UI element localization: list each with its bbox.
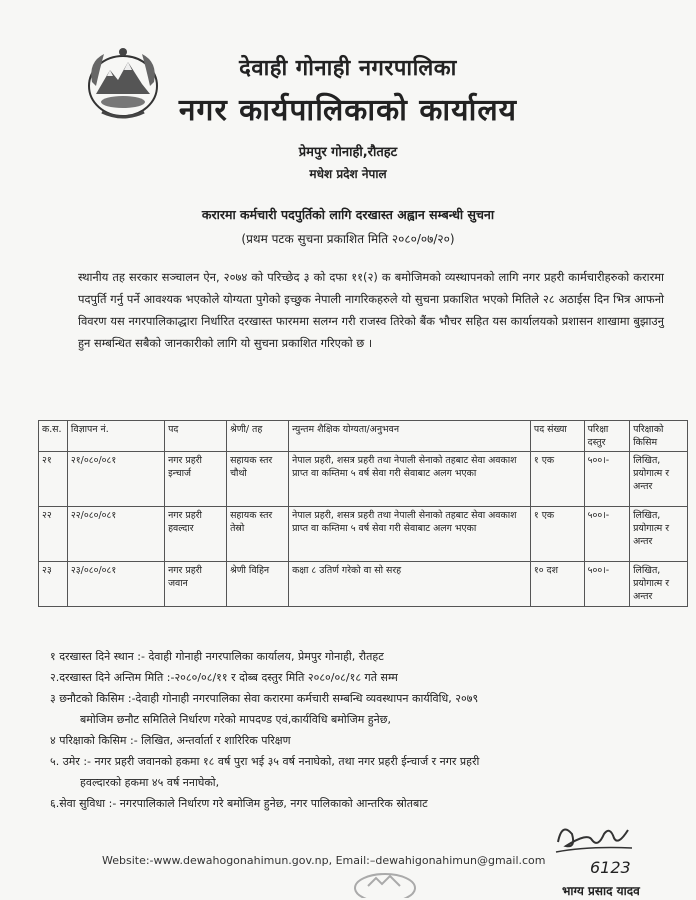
notice-conditions [50, 646, 670, 814]
table-header-cell: क.स. [39, 421, 68, 452]
province-line: मधेश प्रदेश नेपाल [309, 167, 387, 181]
stamp-icon [350, 868, 420, 898]
table-cell: कक्षा ८ उतिर्ण गरेको वा सो सरह [289, 562, 531, 607]
table-cell: २३ [39, 562, 68, 607]
table-cell: १ एक [530, 452, 584, 507]
table-cell: नेपाल प्रहरी, शसत्र प्रहरी तथा नेपाली सेनाको तहबाट सेवा अवकाश प्राप्त वा कम्तिमा ५ वर्ष सेवा गरी सेवाबाट अलग भएका [289, 452, 531, 507]
table-header-row [39, 421, 688, 452]
table-cell: लिखित, प्रयोगात्म र अन्तर [630, 562, 688, 607]
condition-item-continued: बमोजिम छनौट समितिले निर्धारण गरेको मापदण्ड एवं,कार्यविधि बमोजिम हुनेछ, [80, 713, 391, 726]
signatory-name: भाग्य प्रसाद यादव [562, 884, 640, 898]
table-header-cell: परिक्षाको किसिम [630, 421, 688, 452]
table-row [39, 452, 688, 507]
table-cell: १० दश [530, 562, 584, 607]
notice-publish-date: (प्रथम पटक सुचना प्रकाशित मिति २०८०/०७/२०) [241, 232, 455, 246]
table-cell: २२ [39, 507, 68, 562]
table-row [39, 562, 688, 607]
table-cell: २२/०८०/०८१ [67, 507, 164, 562]
condition-item: १ दरखास्त दिने स्थान :- देवाही गोनाही नगरपालिका कार्यालय, प्रेमपुर गोनाही, रौतहट [50, 650, 384, 663]
table-header-cell: श्रेणी/ तह [227, 421, 289, 452]
condition-item: ६.सेवा सुविधा :- नगरपालिकाले निर्धारण गरे बमोजिम हुनेछ, नगर पालिकाको आन्तरिक स्रोतबाट [50, 797, 428, 810]
table-header-cell: पद संख्या [530, 421, 584, 452]
condition-item: ४ परिक्षाको किसिम :- लिखित, अन्तर्वार्ता र शारिरिक परिक्षण [50, 734, 291, 747]
notice-subject: करारमा कर्मचारी पदपुर्तिको लागि दरखास्त अह्वान सम्बन्धी सुचना [201, 207, 495, 222]
table-cell: ५००।- [584, 507, 629, 562]
table-cell: सहायक स्तर तेस्रो [227, 507, 289, 562]
table-row [39, 507, 688, 562]
table-cell: श्रेणी विहिन [227, 562, 289, 607]
condition-item-continued: हवल्दारको हकमा ४५ वर्ष ननाघेको, [80, 776, 220, 789]
table-cell: लिखित, प्रयोगात्म र अन्तर [630, 507, 688, 562]
table-cell: १ एक [530, 507, 584, 562]
condition-item: २.दरखास्त दिने अन्तिम मिति :-२०८०/०८/११ र दोब्ब दस्तुर मिति २०८०/०८/१८ गते सम्म [50, 671, 398, 684]
municipality-name: देवाही गोनाही नगरपालिका [239, 56, 457, 81]
condition-item: ३ छनौटको किसिम :-देवाही गोनाही नगरपालिका सेवा करारमा कर्मचारी सम्बन्धि व्यवस्थापन कार्यविधि, २०७९ [50, 692, 479, 705]
signature-icon [548, 812, 638, 862]
office-title: नगर कार्यपालिकाको कार्यालय [178, 93, 518, 128]
table-header-cell: न्युन्तम शैक्षिक योग्यता/अनुभवन [289, 421, 531, 452]
vacancy-table [38, 420, 688, 607]
table-cell: २३/०८०/०८१ [67, 562, 164, 607]
table-cell: नेपाल प्रहरी, शसत्र प्रहरी तथा नेपाली सेनाको तहबाट सेवा अवकाश प्राप्त वा कम्तिमा ५ वर्ष सेवा गरी सेवाबाट अलग भएका [289, 507, 531, 562]
table-cell: लिखित, प्रयोगात्म र अन्तर [630, 452, 688, 507]
table-cell: ५००।- [584, 562, 629, 607]
condition-item: ५. उमेर :- नगर प्रहरी जवानको हकमा १८ वर्ष पुरा भई ३५ वर्ष ननाघेको, तथा नगर प्रहरी ईन्चार्ज र नगर प्रहरी [50, 755, 480, 768]
table-cell: २१/०८०/०८१ [67, 452, 164, 507]
footer-contact: Website:-www.dewahogonahimun.gov.np, Email:–dewahigonahimun@gmail.com [102, 854, 546, 867]
table-cell: नगर प्रहरी जवान [165, 562, 227, 607]
table-cell: नगर प्रहरी हवल्दार [165, 507, 227, 562]
table-cell: २१ [39, 452, 68, 507]
table-header-cell: पद [165, 421, 227, 452]
notice-body-paragraph: स्थानीय तह सरकार सञ्चालन ऐन, २०७४ को परिच्छेद ३ को दफा ११(२) क बमोजिमको व्यस्थापनको लागि नगर प्रहरी कार्मचारीहरुको करारमा पदपुर्ति गर्नु पर्ने आवश्यक भएकोले योग्यता पुगेको इच्छुक नेपाली नागरिकहरुले यो सुचना प्रकाशित भएको मितिले २८ अठाईस दिन भित्र आफनो विवरण यस नगरपालिकाद्धारा निर्धारित दरखास्त फारममा सलग्न गरी राजस्व तिरेको बैंक भौचर सहित यस कार्यालयको प्रशासन शाखामा बुझाउनु हुन सम्बन्धित सबैको जानकारीको लागि यो सुचना प्रकाशित गरिएको छ । [78, 270, 664, 350]
signature-number: 6123 [590, 858, 631, 877]
table-header-cell: विज्ञापन नं. [67, 421, 164, 452]
table-cell: ५००।- [584, 452, 629, 507]
table-cell: नगर प्रहरी इन्चार्ज [165, 452, 227, 507]
office-address: प्रेमपुर गोनाही,रौतहट [298, 145, 398, 160]
table-cell: सहायक स्तर चौथो [227, 452, 289, 507]
table-header-cell: परिक्षा दस्तुर [584, 421, 629, 452]
